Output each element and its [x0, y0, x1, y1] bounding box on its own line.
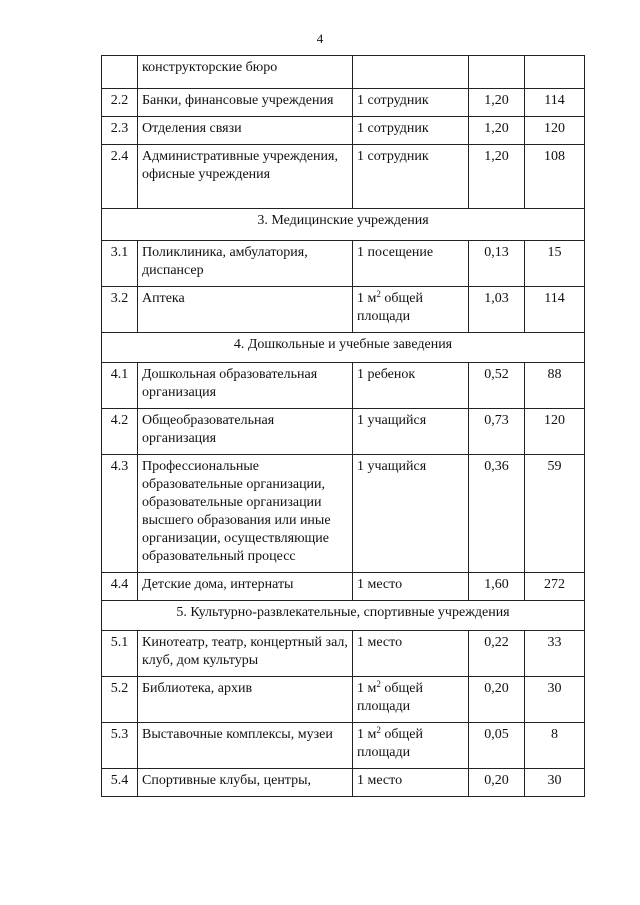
section-title: 3. Медицинские учреждения [102, 209, 585, 241]
section-row [102, 333, 585, 363]
object-name: Профессиональные образовательные организации, образовательные организации высшего образования или иные организации, осуществляющие образовательный процесс [138, 455, 353, 573]
object-name: Отделения связи [138, 117, 353, 145]
value: 8 [525, 723, 585, 769]
unit-tail: общей площади [357, 291, 423, 324]
row-number: 5.3 [102, 723, 138, 769]
coefficient: 0,73 [469, 409, 525, 455]
object-name: Поликлиника, амбулатория, диспансер [138, 241, 353, 287]
section-row [102, 601, 585, 631]
table-row [102, 117, 585, 145]
table-row [102, 769, 585, 797]
unit [353, 287, 469, 333]
object-name: Дошкольная образовательная организация [138, 363, 353, 409]
unit: 1 сотрудник [353, 89, 469, 117]
value: 114 [525, 89, 585, 117]
coefficient: 1,03 [469, 287, 525, 333]
table-row [102, 145, 585, 209]
row-number: 2.2 [102, 89, 138, 117]
object-name: Банки, финансовые учреждения [138, 89, 353, 117]
table-row [102, 409, 585, 455]
coefficient: 0,36 [469, 455, 525, 573]
section-title: 4. Дошкольные и учебные заведения [102, 333, 585, 363]
page-number: 4 [316, 31, 324, 46]
table-row [102, 573, 585, 601]
unit-base: 1 м [357, 727, 377, 742]
coefficient: 0,05 [469, 723, 525, 769]
value: 33 [525, 631, 585, 677]
coefficient: 1,60 [469, 573, 525, 601]
value: 30 [525, 769, 585, 797]
unit-superscript: 2 [376, 289, 381, 299]
unit-tail: общей площади [357, 681, 423, 714]
unit [353, 723, 469, 769]
unit: 1 учащийся [353, 409, 469, 455]
coefficient: 1,20 [469, 145, 525, 209]
value: 59 [525, 455, 585, 573]
coefficient: 0,20 [469, 769, 525, 797]
row-number: 4.1 [102, 363, 138, 409]
row-number: 5.2 [102, 677, 138, 723]
coefficient: 1,20 [469, 117, 525, 145]
unit: 1 место [353, 631, 469, 677]
unit-superscript: 2 [376, 725, 381, 735]
coefficient: 1,20 [469, 89, 525, 117]
value: 120 [525, 409, 585, 455]
row-number: 5.4 [102, 769, 138, 797]
unit: 1 учащийся [353, 455, 469, 573]
row-number: 5.1 [102, 631, 138, 677]
coefficient: 0,20 [469, 677, 525, 723]
value [525, 56, 585, 89]
coefficient: 0,22 [469, 631, 525, 677]
unit: 1 ребенок [353, 363, 469, 409]
object-name: Административные учреждения, офисные учреждения [138, 145, 353, 209]
table-row [102, 241, 585, 287]
object-name: Аптека [138, 287, 353, 333]
object-name: конструкторские бюро [138, 56, 353, 89]
object-name: Детские дома, интернаты [138, 573, 353, 601]
section-title: 5. Культурно-развлекательные, спортивные учреждения [102, 601, 585, 631]
table-row [102, 56, 585, 89]
table-row [102, 363, 585, 409]
unit-base: 1 м [357, 291, 377, 306]
row-number [102, 56, 138, 89]
section-row [102, 209, 585, 241]
row-number: 2.3 [102, 117, 138, 145]
row-number: 3.1 [102, 241, 138, 287]
norms-table [101, 55, 585, 797]
unit [353, 56, 469, 89]
unit: 1 сотрудник [353, 117, 469, 145]
value: 88 [525, 363, 585, 409]
unit-base: 1 м [357, 681, 377, 696]
value: 108 [525, 145, 585, 209]
object-name: Спортивные клубы, центры, [138, 769, 353, 797]
table-row [102, 89, 585, 117]
unit-tail: общей площади [357, 727, 423, 760]
coefficient: 0,52 [469, 363, 525, 409]
object-name: Библиотека, архив [138, 677, 353, 723]
unit [353, 677, 469, 723]
row-number: 2.4 [102, 145, 138, 209]
table-row [102, 677, 585, 723]
coefficient [469, 56, 525, 89]
unit: 1 место [353, 573, 469, 601]
table-row [102, 723, 585, 769]
object-name: Общеобразовательная организация [138, 409, 353, 455]
unit: 1 место [353, 769, 469, 797]
object-name: Кинотеатр, театр, концертный зал, клуб, дом культуры [138, 631, 353, 677]
value: 30 [525, 677, 585, 723]
table-row [102, 287, 585, 333]
unit: 1 сотрудник [353, 145, 469, 209]
row-number: 4.4 [102, 573, 138, 601]
value: 114 [525, 287, 585, 333]
table-row [102, 631, 585, 677]
value: 120 [525, 117, 585, 145]
row-number: 4.3 [102, 455, 138, 573]
value: 272 [525, 573, 585, 601]
value: 15 [525, 241, 585, 287]
row-number: 4.2 [102, 409, 138, 455]
object-name: Выставочные комплексы, музеи [138, 723, 353, 769]
unit-superscript: 2 [376, 679, 381, 689]
row-number: 3.2 [102, 287, 138, 333]
unit: 1 посещение [353, 241, 469, 287]
table-row [102, 455, 585, 573]
coefficient: 0,13 [469, 241, 525, 287]
